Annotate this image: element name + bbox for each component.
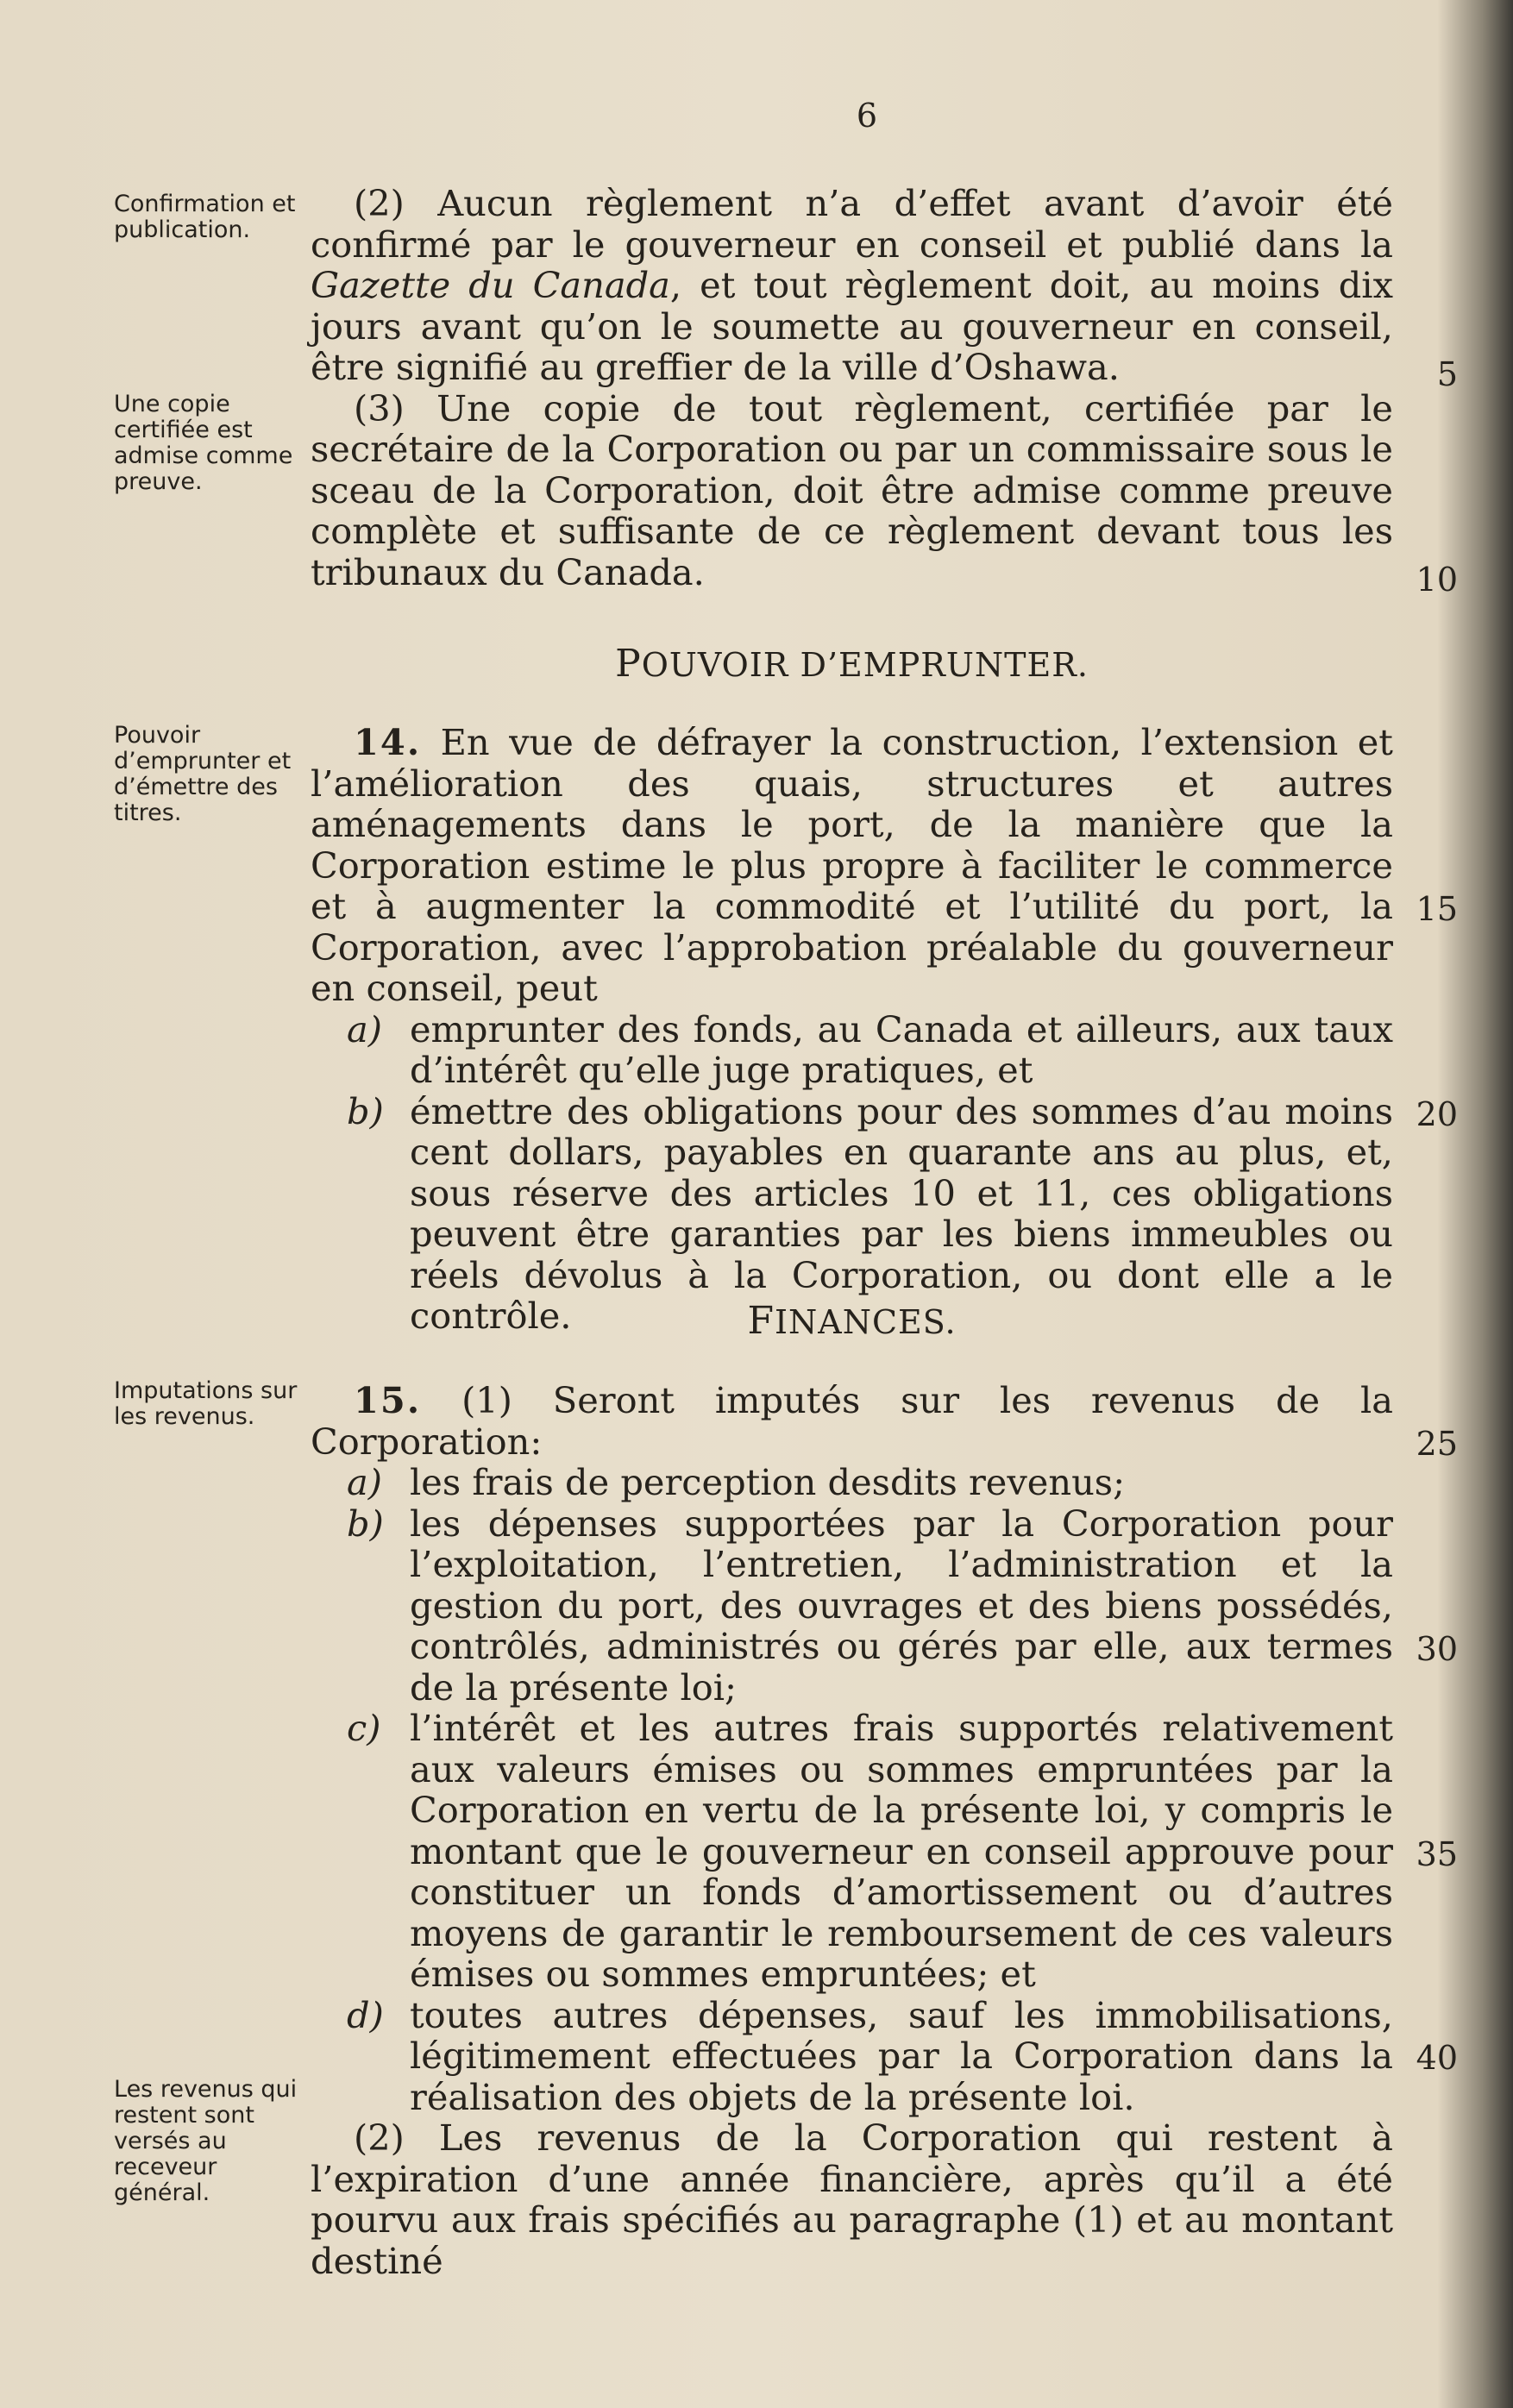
section-15-number: 15.	[354, 1379, 422, 1421]
list-item: a) emprunter des fonds, au Canada et ailleurs, aux taux d’intérêt qu’elle juge pratiques, et	[347, 1007, 1393, 1091]
line-number: 30	[1416, 1630, 1458, 1668]
page-number: 6	[856, 97, 878, 135]
line-number: 5	[1436, 355, 1458, 393]
section-15	[311, 1380, 1393, 2281]
gazette-title: Gazette du Canada	[311, 264, 670, 306]
line-number: 35	[1416, 1835, 1458, 1873]
list-item: a) les frais de perception desdits revenus;	[347, 1461, 1126, 1503]
list-item: b) émettre des obligations pour des sommes d’au moins cent dollars, payables en quarante ans au plus, et, sous réserve des articles 10 et 11, ces obligations peuvent être garanties par les biens immeubles ou réels dévolus à la Corporation, ou dont elle a le contrôle.	[347, 1089, 1393, 1337]
margin-note-confirmation: Confirmation et publication.	[114, 191, 296, 243]
line-number: 10	[1416, 561, 1458, 599]
line-number: 25	[1416, 1425, 1458, 1463]
heading-pouvoir: POUVOIR D’EMPRUNTER.	[615, 642, 1089, 686]
margin-note-imputations: Imputations sur les revenus.	[114, 1377, 298, 1430]
margin-note-pouvoir: Pouvoir d’emprunter et d’émettre des titres.	[114, 722, 292, 826]
paragraph-copie: (3) Une copie de tout règlement, certifiée par le secrétaire de la Corporation ou par un commissaire sous le sceau de la Corporation, doit être admise comme preuve complète et suffisante de ce règlement devant tous les tribunaux du Canada.	[311, 386, 1393, 593]
line-number: 15	[1416, 890, 1458, 928]
block-bylaws	[311, 183, 1393, 593]
list-item: c) l’intérêt et les autres frais supportés relativement aux valeurs émises ou sommes empruntées par la Corporation en vertu de la présente loi, y compris le montant que le gouverneur en conseil approuve pour constituer un fonds d’amortissement ou d’autres moyens de garantir le remboursement de ces valeurs émises ou sommes empruntées; et	[347, 1707, 1393, 1995]
line-number: 40	[1416, 2039, 1458, 2077]
section-15-paragraph-2: (2) Les revenus de la Corporation qui restent à l’expiration d’une année financière, après qu’il a été pourvu aux frais spécifiés au paragraphe (1) et au montant destiné	[311, 2116, 1393, 2282]
section-14-intro: 14. En vue de défrayer la construction, l’extension et l’amélioration des quais, structures et autres aménagements dans le port, de la manière que la Corporation estime le plus propre à faciliter le commerce et à augmenter la commodité et l’utilité du port, la Corporation, avec l’approbation préalable du gouverneur en conseil, peut	[311, 721, 1393, 1009]
section-14-number: 14.	[354, 721, 422, 763]
list-item: b) les dépenses supportées par la Corporation pour l’exploitation, l’entretien, l’administration et la gestion du port, des ouvrages et des biens possédés, contrôlés, administrés ou gérés par elle, aux termes de la présente loi;	[347, 1502, 1393, 1709]
paragraph-confirmation: (2) Aucun règlement n’a d’effet avant d’avoir été confirmé par le gouverneur en conseil et publié dans la Gazette du Canada, et tout règlement doit, au moins dix jours avant qu’on le soumette au gouverneur en conseil, être signifié au greffier de la ville d’Oshawa.	[311, 182, 1393, 388]
section-14	[311, 722, 1393, 1337]
list-item: d) toutes autres dépenses, sauf les immobilisations, légitimement effectuées par la Corporation dans la réalisation des objets de la présente loi.	[347, 1993, 1393, 2118]
line-number: 20	[1416, 1095, 1458, 1133]
margin-note-revenus: Les revenus qui restent sont versés au receveur général.	[114, 2076, 298, 2206]
section-15-intro: 15. (1) Seront imputés sur les revenus de la Corporation:	[311, 1379, 1393, 1463]
margin-note-copie: Une copie certifiée est admise comme preuve.	[114, 391, 293, 495]
heading-finances: FINANCES.	[747, 1299, 957, 1343]
